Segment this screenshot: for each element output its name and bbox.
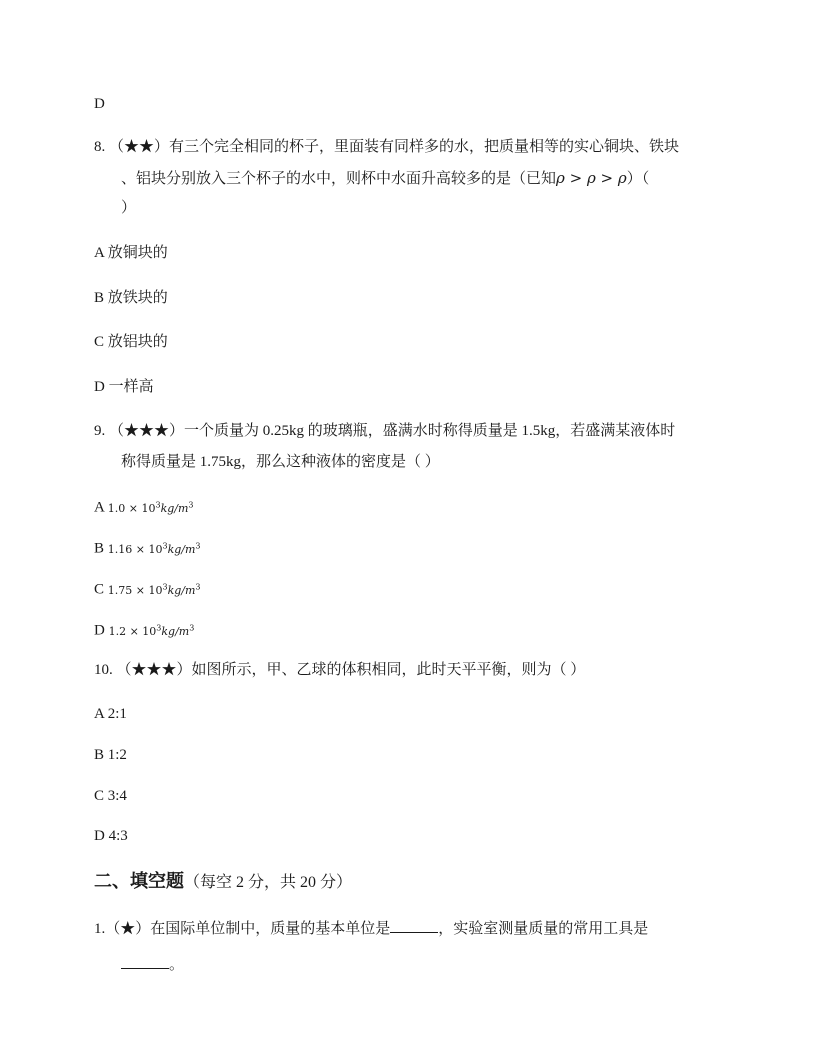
greater-than: > [595, 169, 618, 187]
rho-symbol: ρ [586, 169, 596, 187]
question-number: 10. [94, 662, 113, 678]
question-text: 在国际单位制中，质量的基本单位是 [150, 921, 391, 937]
option-text: 3:4 [107, 788, 127, 804]
option-text: 1:2 [107, 747, 127, 763]
option-formula: $1.0 \times 10^3kg/m^3$ [107, 500, 194, 515]
option-letter: B [94, 747, 105, 763]
question-9-line-1 [94, 421, 675, 441]
rho-symbol: ρ [556, 169, 565, 187]
option-b[interactable] [94, 536, 201, 560]
option-a[interactable] [94, 243, 168, 263]
answer-blank[interactable] [121, 954, 169, 969]
option-letter: A [94, 706, 105, 722]
option-text: 放铜块的 [107, 245, 168, 261]
question-text: ，实验室测量质量的常用工具是 [438, 921, 649, 937]
option-letter: B [94, 290, 105, 306]
option-letter: D [94, 828, 105, 844]
difficulty-stars: （★★★） [109, 423, 185, 439]
option-d[interactable] [94, 826, 128, 846]
question-text: 。 [169, 957, 185, 973]
option-text: 一样高 [108, 379, 154, 395]
option-letter: A [94, 499, 105, 516]
greater-than: > [564, 169, 587, 187]
option-text: 4:3 [108, 828, 128, 844]
section-note: （每空 2 分，共 20 分） [184, 874, 353, 891]
option-formula: $1.75 \times 10^3kg/m^3$ [107, 582, 201, 597]
question-text: 、铝块分别放入三个杯子的水中，则杯中水面升高较多的是（已知 [121, 171, 557, 187]
section-title: 二、填空题 [94, 871, 184, 891]
option-formula: $1.16 \times 10^3kg/m^3$ [107, 541, 201, 556]
difficulty-stars: （★★） [109, 139, 170, 155]
option-b[interactable] [94, 288, 168, 308]
rho-symbol: ρ [617, 169, 627, 187]
option-d[interactable] [94, 377, 154, 397]
question-text: 有三个完全相同的杯子，里面装有同样多的水，把质量相等的实心铜块、铁块 [169, 139, 680, 155]
previous-answer: D [94, 96, 105, 112]
option-letter: C [94, 788, 105, 804]
option-c[interactable] [94, 577, 201, 601]
option-d[interactable] [94, 618, 194, 642]
question-number: 9. [94, 423, 106, 439]
difficulty-stars: （★） [105, 921, 151, 937]
option-letter: D [94, 622, 105, 639]
option-b[interactable] [94, 745, 127, 765]
fill-question-1-line-1 [94, 918, 648, 939]
option-letter: A [94, 245, 105, 261]
difficulty-stars: （★★★） [116, 662, 192, 678]
question-8-line-1 [94, 137, 679, 157]
question-text: 一个质量为 0.25kg 的玻璃瓶，盛满水时称得质量是 1.5kg，若盛满某液体时 [184, 423, 676, 439]
option-text: 放铁块的 [107, 290, 168, 306]
option-text: 2:1 [107, 706, 127, 722]
question-8-line-3: ） [121, 200, 137, 216]
question-8-line-2 [121, 168, 649, 189]
question-9-line-2: 称得质量是 1.75kg，那么这种液体的密度是（ ） [121, 454, 440, 470]
question-text: 如图所示，甲、乙球的体积相同，此时天平平衡，则为（ ） [191, 662, 586, 678]
option-a[interactable] [94, 495, 194, 519]
question-text: ）（ [626, 171, 650, 187]
option-letter: C [94, 581, 105, 598]
option-c[interactable] [94, 786, 127, 806]
option-c[interactable] [94, 332, 168, 352]
section-heading [94, 869, 352, 895]
option-letter: D [94, 379, 105, 395]
question-number: 8. [94, 139, 106, 155]
question-10 [94, 660, 585, 680]
fill-question-1-line-2 [121, 954, 184, 975]
answer-blank[interactable] [390, 918, 438, 933]
question-number: 1. [94, 921, 106, 937]
option-text: 放铝块的 [107, 334, 168, 350]
option-a[interactable] [94, 704, 127, 724]
option-letter: B [94, 540, 105, 557]
option-formula: $1.2 \times 10^3kg/m^3$ [108, 623, 195, 638]
option-letter: C [94, 334, 105, 350]
